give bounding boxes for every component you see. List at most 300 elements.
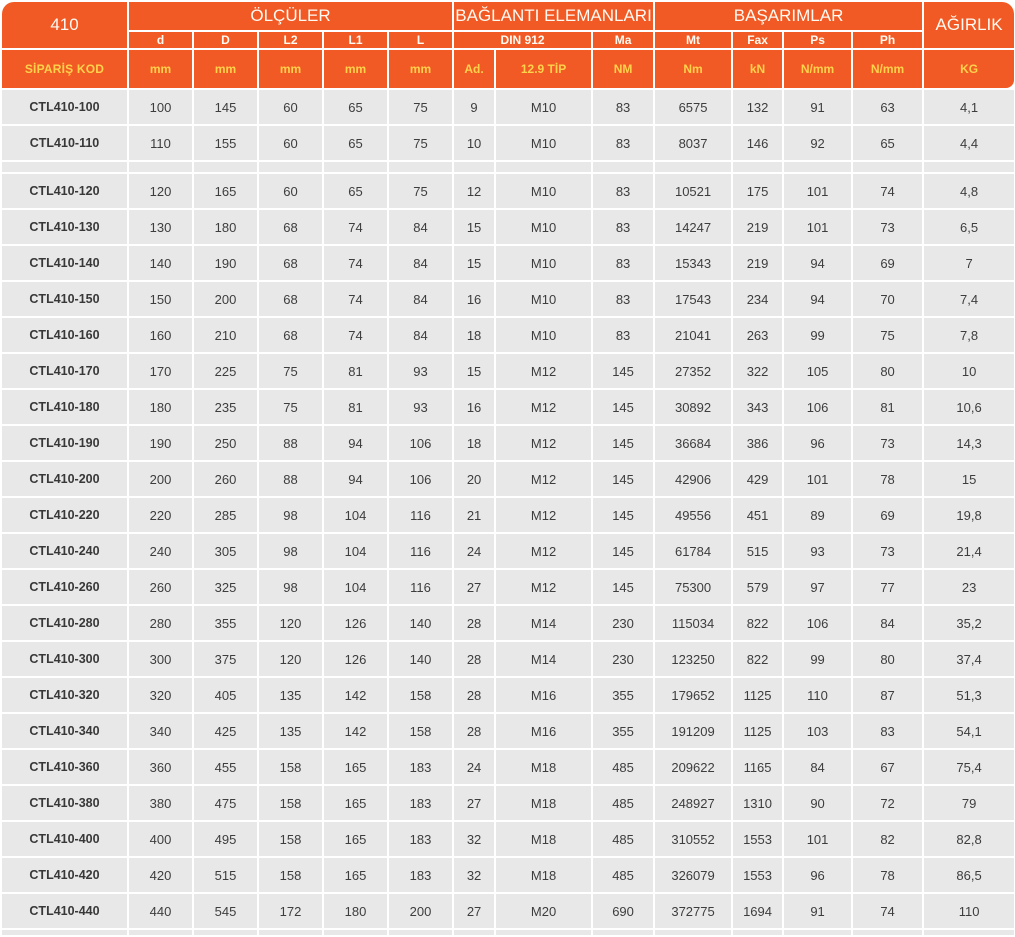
cell-ph: 82 (853, 822, 922, 856)
table-row (2, 534, 1014, 568)
cell-D: 455 (194, 750, 257, 784)
cell-mt: 248927 (655, 786, 731, 820)
cell-fax: 451 (733, 498, 782, 532)
unit-mm-L1: mm (324, 50, 387, 88)
cell-adet: 18 (454, 318, 494, 352)
cell-ps (784, 162, 851, 172)
table-row (2, 858, 1014, 892)
cell-L: 158 (389, 678, 452, 712)
cell-adet: 20 (454, 462, 494, 496)
cell-adet: 10 (454, 126, 494, 160)
cell-ps: 93 (784, 534, 851, 568)
cell-screw-type: M16 (496, 714, 591, 748)
cell-d: 420 (129, 858, 192, 892)
cell-weight: 7 (924, 246, 1014, 280)
table-row (2, 498, 1014, 532)
cell-ph (853, 930, 922, 935)
cell-fax (733, 162, 782, 172)
cell-ma: 355 (593, 678, 653, 712)
cell-ph: 78 (853, 858, 922, 892)
cell-L1: 126 (324, 606, 387, 640)
cell-order-code: CTL410-380 (2, 786, 127, 820)
cell-weight: 21,4 (924, 534, 1014, 568)
unit-kn: kN (733, 50, 782, 88)
cell-fax: 822 (733, 606, 782, 640)
cell-order-code: CTL410-100 (2, 90, 127, 124)
cell-order-code: CTL410-110 (2, 126, 127, 160)
table-row (2, 282, 1014, 316)
cell-mt: 36684 (655, 426, 731, 460)
cell-mt: 10521 (655, 174, 731, 208)
cell-fax: 175 (733, 174, 782, 208)
cell-D: 375 (194, 642, 257, 676)
cell-L2: 98 (259, 498, 322, 532)
cell-order-code: CTL410-180 (2, 390, 127, 424)
group-olculer: ÖLÇÜLER (129, 2, 452, 30)
cell-screw-type: M18 (496, 750, 591, 784)
cell-ph: 70 (853, 282, 922, 316)
cell-D: 210 (194, 318, 257, 352)
cell-fax: 219 (733, 210, 782, 244)
cell-weight (924, 162, 1014, 172)
cell-weight: 4,8 (924, 174, 1014, 208)
cell-D: 165 (194, 174, 257, 208)
cell-screw-type: M10 (496, 318, 591, 352)
cell-weight: 14,3 (924, 426, 1014, 460)
cell-L: 200 (389, 894, 452, 928)
cell-weight: 4,4 (924, 126, 1014, 160)
cell-L: 106 (389, 462, 452, 496)
cell-d: 380 (129, 786, 192, 820)
cell-adet: 24 (454, 534, 494, 568)
cell-L (389, 162, 452, 172)
cell-d: 170 (129, 354, 192, 388)
cell-mt (655, 162, 731, 172)
cell-adet (454, 930, 494, 935)
cell-L: 84 (389, 210, 452, 244)
spacer-row (2, 162, 1014, 172)
cell-ma: 83 (593, 174, 653, 208)
col-header-ma: Ma (593, 32, 653, 48)
cell-order-code: CTL410-130 (2, 210, 127, 244)
cell-L: 116 (389, 534, 452, 568)
cell-mt: 75300 (655, 570, 731, 604)
col-header-ps: Ps (784, 32, 851, 48)
cell-D: 225 (194, 354, 257, 388)
cell-weight: 7,8 (924, 318, 1014, 352)
cell-L: 183 (389, 750, 452, 784)
cell-mt: 15343 (655, 246, 731, 280)
cell-screw-type: M12 (496, 426, 591, 460)
cell-order-code (2, 930, 127, 935)
table-row (2, 90, 1014, 124)
cell-d (129, 930, 192, 935)
cell-ma: 690 (593, 894, 653, 928)
cell-fax: 1165 (733, 750, 782, 784)
cell-order-code: CTL410-160 (2, 318, 127, 352)
table-row (2, 822, 1014, 856)
order-code-label: SİPARİŞ KOD (2, 50, 127, 88)
cell-L1: 104 (324, 534, 387, 568)
cell-fax: 429 (733, 462, 782, 496)
cell-ps: 96 (784, 858, 851, 892)
cell-d: 200 (129, 462, 192, 496)
col-header-D: D (194, 32, 257, 48)
cell-ma: 83 (593, 246, 653, 280)
cell-ph: 69 (853, 246, 922, 280)
spacer-row (2, 930, 1014, 935)
cell-ps: 110 (784, 678, 851, 712)
cell-L1: 74 (324, 210, 387, 244)
cell-mt: 27352 (655, 354, 731, 388)
cell-ma: 230 (593, 642, 653, 676)
cell-ma: 145 (593, 426, 653, 460)
cell-L1 (324, 930, 387, 935)
cell-ma: 83 (593, 126, 653, 160)
cell-L: 183 (389, 786, 452, 820)
cell-d: 300 (129, 642, 192, 676)
cell-D: 305 (194, 534, 257, 568)
cell-ph: 74 (853, 174, 922, 208)
cell-ma: 145 (593, 390, 653, 424)
cell-L2: 172 (259, 894, 322, 928)
cell-D: 260 (194, 462, 257, 496)
cell-L1: 81 (324, 390, 387, 424)
header-row-symbols (2, 32, 1014, 48)
cell-fax: 343 (733, 390, 782, 424)
cell-D: 190 (194, 246, 257, 280)
cell-ps: 106 (784, 390, 851, 424)
unit-nm: Nm (655, 50, 731, 88)
cell-L1: 180 (324, 894, 387, 928)
col-header-fax: Fax (733, 32, 782, 48)
cell-mt: 61784 (655, 534, 731, 568)
cell-L2: 68 (259, 282, 322, 316)
cell-ps: 103 (784, 714, 851, 748)
cell-ps: 91 (784, 894, 851, 928)
cell-L: 106 (389, 426, 452, 460)
cell-ps: 105 (784, 354, 851, 388)
cell-screw-type: M12 (496, 390, 591, 424)
cell-ps: 91 (784, 90, 851, 124)
header-row-units (2, 50, 1014, 88)
cell-order-code: CTL410-170 (2, 354, 127, 388)
cell-screw-type: M12 (496, 462, 591, 496)
cell-adet: 28 (454, 714, 494, 748)
cell-ps: 89 (784, 498, 851, 532)
cell-ma: 355 (593, 714, 653, 748)
cell-L2: 68 (259, 210, 322, 244)
col-header-ph: Ph (853, 32, 922, 48)
cell-ps: 101 (784, 210, 851, 244)
cell-d: 160 (129, 318, 192, 352)
cell-screw-type: M12 (496, 570, 591, 604)
cell-ma: 83 (593, 318, 653, 352)
col-header-L: L (389, 32, 452, 48)
cell-ph: 67 (853, 750, 922, 784)
table-row (2, 642, 1014, 676)
cell-L2: 88 (259, 426, 322, 460)
cell-D: 425 (194, 714, 257, 748)
table-row (2, 318, 1014, 352)
series-code: 410 (2, 2, 127, 48)
cell-ph: 73 (853, 534, 922, 568)
cell-order-code: CTL410-320 (2, 678, 127, 712)
cell-L1: 104 (324, 498, 387, 532)
col-header-d: d (129, 32, 192, 48)
cell-adet: 27 (454, 786, 494, 820)
cell-mt: 372775 (655, 894, 731, 928)
cell-adet: 15 (454, 246, 494, 280)
cell-L1: 65 (324, 174, 387, 208)
cell-L2: 158 (259, 750, 322, 784)
cell-L1: 165 (324, 786, 387, 820)
cell-d: 360 (129, 750, 192, 784)
cell-ma: 485 (593, 858, 653, 892)
cell-L2: 88 (259, 462, 322, 496)
cell-L: 140 (389, 606, 452, 640)
cell-L1: 94 (324, 462, 387, 496)
table-row (2, 570, 1014, 604)
cell-L1: 74 (324, 246, 387, 280)
cell-screw-type: M16 (496, 678, 591, 712)
cell-L: 116 (389, 498, 452, 532)
cell-L2: 98 (259, 534, 322, 568)
cell-weight: 19,8 (924, 498, 1014, 532)
cell-L: 75 (389, 174, 452, 208)
cell-D: 325 (194, 570, 257, 604)
cell-fax: 219 (733, 246, 782, 280)
cell-fax: 515 (733, 534, 782, 568)
cell-adet: 16 (454, 390, 494, 424)
col-header-din912: DIN 912 (454, 32, 591, 48)
cell-fax: 386 (733, 426, 782, 460)
cell-weight: 110 (924, 894, 1014, 928)
cell-order-code: CTL410-190 (2, 426, 127, 460)
table-row (2, 246, 1014, 280)
cell-weight: 15 (924, 462, 1014, 496)
cell-d: 140 (129, 246, 192, 280)
cell-weight: 7,4 (924, 282, 1014, 316)
cell-ps: 99 (784, 318, 851, 352)
cell-fax: 263 (733, 318, 782, 352)
cell-adet: 15 (454, 354, 494, 388)
cell-L2: 158 (259, 858, 322, 892)
cell-fax: 579 (733, 570, 782, 604)
cell-screw-type: M10 (496, 210, 591, 244)
cell-L: 93 (389, 390, 452, 424)
cell-L1: 165 (324, 822, 387, 856)
cell-d: 110 (129, 126, 192, 160)
cell-adet: 27 (454, 570, 494, 604)
cell-d: 120 (129, 174, 192, 208)
cell-screw-type: M10 (496, 90, 591, 124)
cell-order-code: CTL410-440 (2, 894, 127, 928)
cell-D: 495 (194, 822, 257, 856)
cell-adet: 9 (454, 90, 494, 124)
cell-adet: 12 (454, 174, 494, 208)
cell-mt: 49556 (655, 498, 731, 532)
group-basarimlar: BAŞARIMLAR (655, 2, 922, 30)
cell-fax: 132 (733, 90, 782, 124)
cell-ph (853, 162, 922, 172)
cell-order-code: CTL410-340 (2, 714, 127, 748)
cell-mt: 8037 (655, 126, 731, 160)
cell-L1: 126 (324, 642, 387, 676)
cell-d: 180 (129, 390, 192, 424)
cell-ph: 73 (853, 426, 922, 460)
cell-L1 (324, 162, 387, 172)
table-row (2, 210, 1014, 244)
cell-ma: 145 (593, 462, 653, 496)
cell-L2: 75 (259, 390, 322, 424)
cell-D: 200 (194, 282, 257, 316)
cell-ma: 83 (593, 90, 653, 124)
cell-ps: 101 (784, 822, 851, 856)
unit-tip: 12.9 TİP (496, 50, 591, 88)
cell-fax: 1553 (733, 858, 782, 892)
cell-mt: 310552 (655, 822, 731, 856)
cell-L2: 135 (259, 678, 322, 712)
cell-order-code: CTL410-300 (2, 642, 127, 676)
cell-screw-type: M14 (496, 642, 591, 676)
cell-weight: 35,2 (924, 606, 1014, 640)
cell-D (194, 930, 257, 935)
cell-D: 155 (194, 126, 257, 160)
cell-L2: 135 (259, 714, 322, 748)
unit-mm-L: mm (389, 50, 452, 88)
cell-adet: 24 (454, 750, 494, 784)
group-baglanti-elemanlari: BAĞLANTI ELEMANLARI (454, 2, 653, 30)
cell-fax (733, 930, 782, 935)
cell-d: 190 (129, 426, 192, 460)
cell-adet (454, 162, 494, 172)
cell-mt: 6575 (655, 90, 731, 124)
cell-fax: 146 (733, 126, 782, 160)
cell-mt: 21041 (655, 318, 731, 352)
cell-adet: 16 (454, 282, 494, 316)
cell-d: 320 (129, 678, 192, 712)
cell-L2: 158 (259, 822, 322, 856)
cell-screw-type: M12 (496, 534, 591, 568)
table-header (2, 2, 1014, 88)
cell-fax: 1553 (733, 822, 782, 856)
cell-L2 (259, 930, 322, 935)
cell-L2: 68 (259, 246, 322, 280)
cell-order-code: CTL410-360 (2, 750, 127, 784)
cell-L2: 75 (259, 354, 322, 388)
unit-mm-D: mm (194, 50, 257, 88)
cell-L1: 142 (324, 714, 387, 748)
cell-weight: 79 (924, 786, 1014, 820)
cell-L1: 65 (324, 126, 387, 160)
cell-ph: 74 (853, 894, 922, 928)
cell-L: 158 (389, 714, 452, 748)
cell-L: 84 (389, 282, 452, 316)
cell-D: 250 (194, 426, 257, 460)
cell-ph: 83 (853, 714, 922, 748)
cell-d: 280 (129, 606, 192, 640)
cell-L2: 98 (259, 570, 322, 604)
cell-screw-type: M10 (496, 282, 591, 316)
cell-d (129, 162, 192, 172)
cell-D: 475 (194, 786, 257, 820)
cell-d: 150 (129, 282, 192, 316)
cell-ma: 485 (593, 822, 653, 856)
table-row (2, 174, 1014, 208)
cell-mt: 14247 (655, 210, 731, 244)
cell-weight: 82,8 (924, 822, 1014, 856)
cell-d: 130 (129, 210, 192, 244)
cell-weight: 37,4 (924, 642, 1014, 676)
cell-d: 440 (129, 894, 192, 928)
cell-screw-type: M20 (496, 894, 591, 928)
cell-ps: 99 (784, 642, 851, 676)
cell-adet: 32 (454, 858, 494, 892)
cell-screw-type: M12 (496, 354, 591, 388)
cell-mt: 115034 (655, 606, 731, 640)
cell-L1: 94 (324, 426, 387, 460)
cell-screw-type: M12 (496, 498, 591, 532)
table-row (2, 126, 1014, 160)
cell-L2: 60 (259, 174, 322, 208)
cell-order-code: CTL410-420 (2, 858, 127, 892)
cell-D: 235 (194, 390, 257, 424)
cell-ma: 145 (593, 570, 653, 604)
cell-ph: 72 (853, 786, 922, 820)
cell-fax: 322 (733, 354, 782, 388)
cell-weight (924, 930, 1014, 935)
cell-order-code: CTL410-120 (2, 174, 127, 208)
cell-screw-type: M18 (496, 822, 591, 856)
cell-ps: 101 (784, 462, 851, 496)
cell-ps: 92 (784, 126, 851, 160)
group-agirlik: AĞIRLIK (924, 2, 1014, 48)
cell-ps: 101 (784, 174, 851, 208)
header-row-groups (2, 2, 1014, 30)
cell-order-code: CTL410-150 (2, 282, 127, 316)
cell-L: 93 (389, 354, 452, 388)
cell-weight: 86,5 (924, 858, 1014, 892)
cell-ma: 83 (593, 210, 653, 244)
cell-fax: 234 (733, 282, 782, 316)
cell-adet: 28 (454, 642, 494, 676)
cell-mt: 326079 (655, 858, 731, 892)
cell-ph: 69 (853, 498, 922, 532)
cell-L1: 142 (324, 678, 387, 712)
cell-mt (655, 930, 731, 935)
cell-L: 75 (389, 126, 452, 160)
cell-ph: 65 (853, 126, 922, 160)
cell-screw-type: M10 (496, 126, 591, 160)
cell-d: 220 (129, 498, 192, 532)
cell-ph: 80 (853, 354, 922, 388)
unit-nmm-ps: N/mm (784, 50, 851, 88)
cell-ma: 145 (593, 498, 653, 532)
cell-L1: 65 (324, 90, 387, 124)
cell-adet: 21 (454, 498, 494, 532)
cell-L: 116 (389, 570, 452, 604)
cell-D: 515 (194, 858, 257, 892)
cell-order-code: CTL410-200 (2, 462, 127, 496)
unit-nmm-ph: N/mm (853, 50, 922, 88)
cell-D: 405 (194, 678, 257, 712)
unit-nm-torque: NM (593, 50, 653, 88)
cell-weight: 51,3 (924, 678, 1014, 712)
table-body (2, 90, 1014, 935)
cell-fax: 822 (733, 642, 782, 676)
cell-L1: 74 (324, 282, 387, 316)
